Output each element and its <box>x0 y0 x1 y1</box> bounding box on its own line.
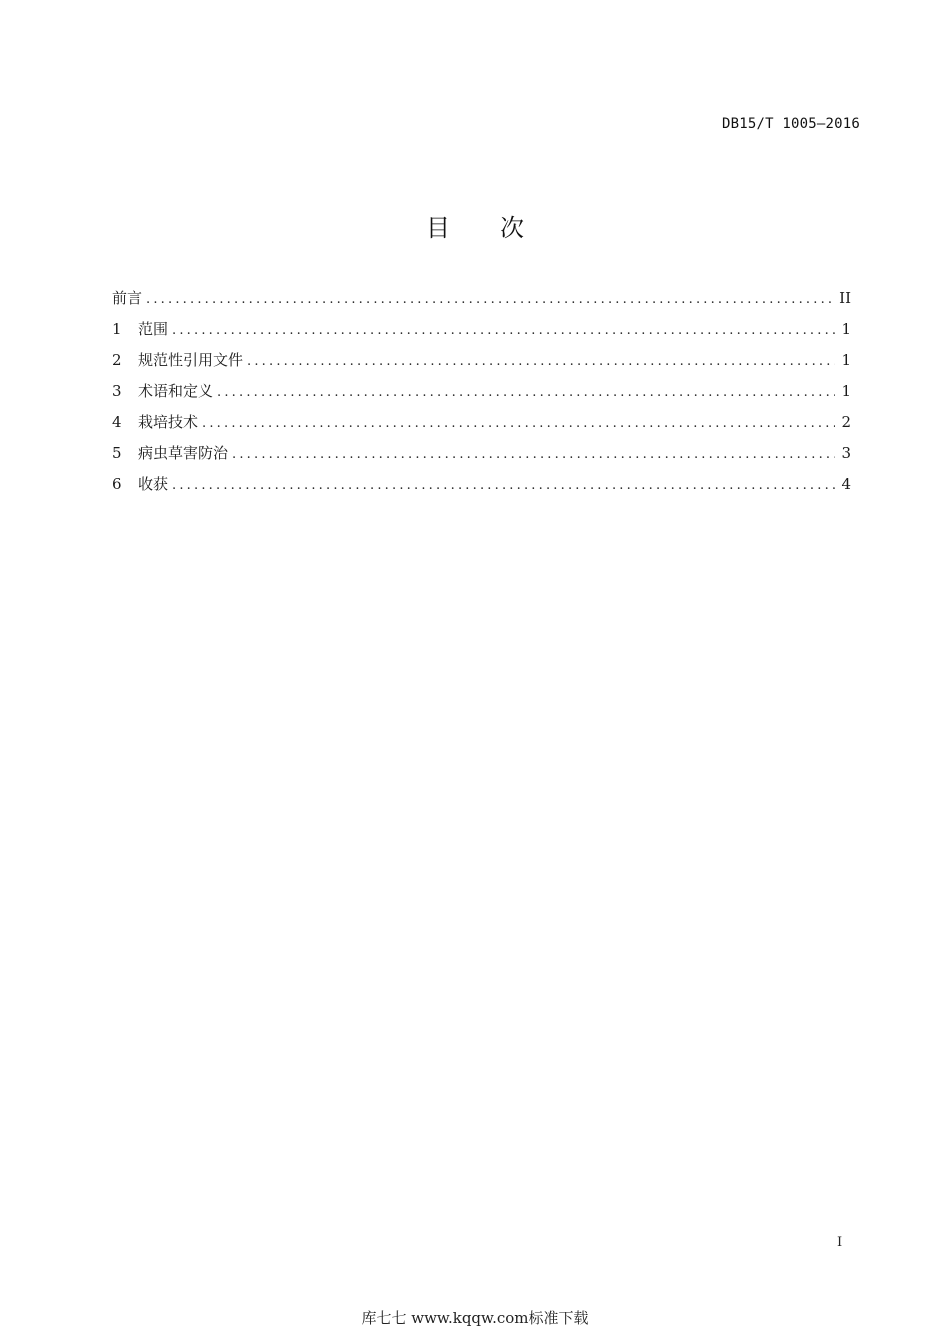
toc-entry-label: 前言 <box>112 289 143 307</box>
toc-entry-number: 3 <box>112 382 122 400</box>
toc-leader-dots <box>146 287 833 313</box>
toc-entry-label: 范围 <box>138 320 169 338</box>
toc-entry-pest-control[interactable] <box>112 440 851 471</box>
toc-entry-number: 2 <box>112 351 122 369</box>
toc-entry-label: 栽培技术 <box>138 413 199 431</box>
toc-entry-number: 5 <box>112 444 122 462</box>
toc-entry-page: 2 <box>841 413 851 431</box>
toc-entry-label: 病虫草害防治 <box>138 444 229 462</box>
toc-entry-number: 1 <box>112 320 122 338</box>
watermark-text: 库七七 www.kqqw.com标准下载 <box>361 1309 589 1327</box>
toc-entry-scope[interactable] <box>112 316 851 347</box>
toc-leader-dots <box>247 349 835 375</box>
toc-entry-normative-references[interactable] <box>112 347 851 378</box>
toc-entry-number: 4 <box>112 413 122 431</box>
toc-entry-label: 规范性引用文件 <box>138 351 244 369</box>
toc-entry-page: II <box>839 289 851 307</box>
toc-list <box>112 285 851 502</box>
toc-entry-foreword[interactable] <box>112 285 851 316</box>
toc-leader-dots <box>172 318 835 344</box>
toc-title <box>0 208 950 243</box>
toc-leader-dots <box>232 442 835 468</box>
toc-entry-terms-definitions[interactable] <box>112 378 851 409</box>
page-number: I <box>837 1235 843 1250</box>
toc-entry-cultivation[interactable] <box>112 409 851 440</box>
toc-entry-page: 4 <box>841 475 851 493</box>
toc-entry-number: 6 <box>112 475 122 493</box>
standard-code: DB15/T 1005—2016 <box>721 116 860 132</box>
toc-entry-page: 1 <box>841 320 851 338</box>
toc-entry-page: 3 <box>841 444 851 462</box>
toc-leader-dots <box>172 473 835 499</box>
toc-title-char-2: 次 <box>500 214 524 242</box>
toc-title-char-1: 目 <box>426 214 450 242</box>
toc-entry-harvest[interactable] <box>112 471 851 502</box>
toc-entry-page: 1 <box>841 382 851 400</box>
toc-leader-dots <box>202 411 835 437</box>
toc-entry-page: 1 <box>841 351 851 369</box>
toc-leader-dots <box>217 380 835 406</box>
toc-entry-label: 收获 <box>138 475 169 493</box>
toc-entry-label: 术语和定义 <box>138 382 214 400</box>
